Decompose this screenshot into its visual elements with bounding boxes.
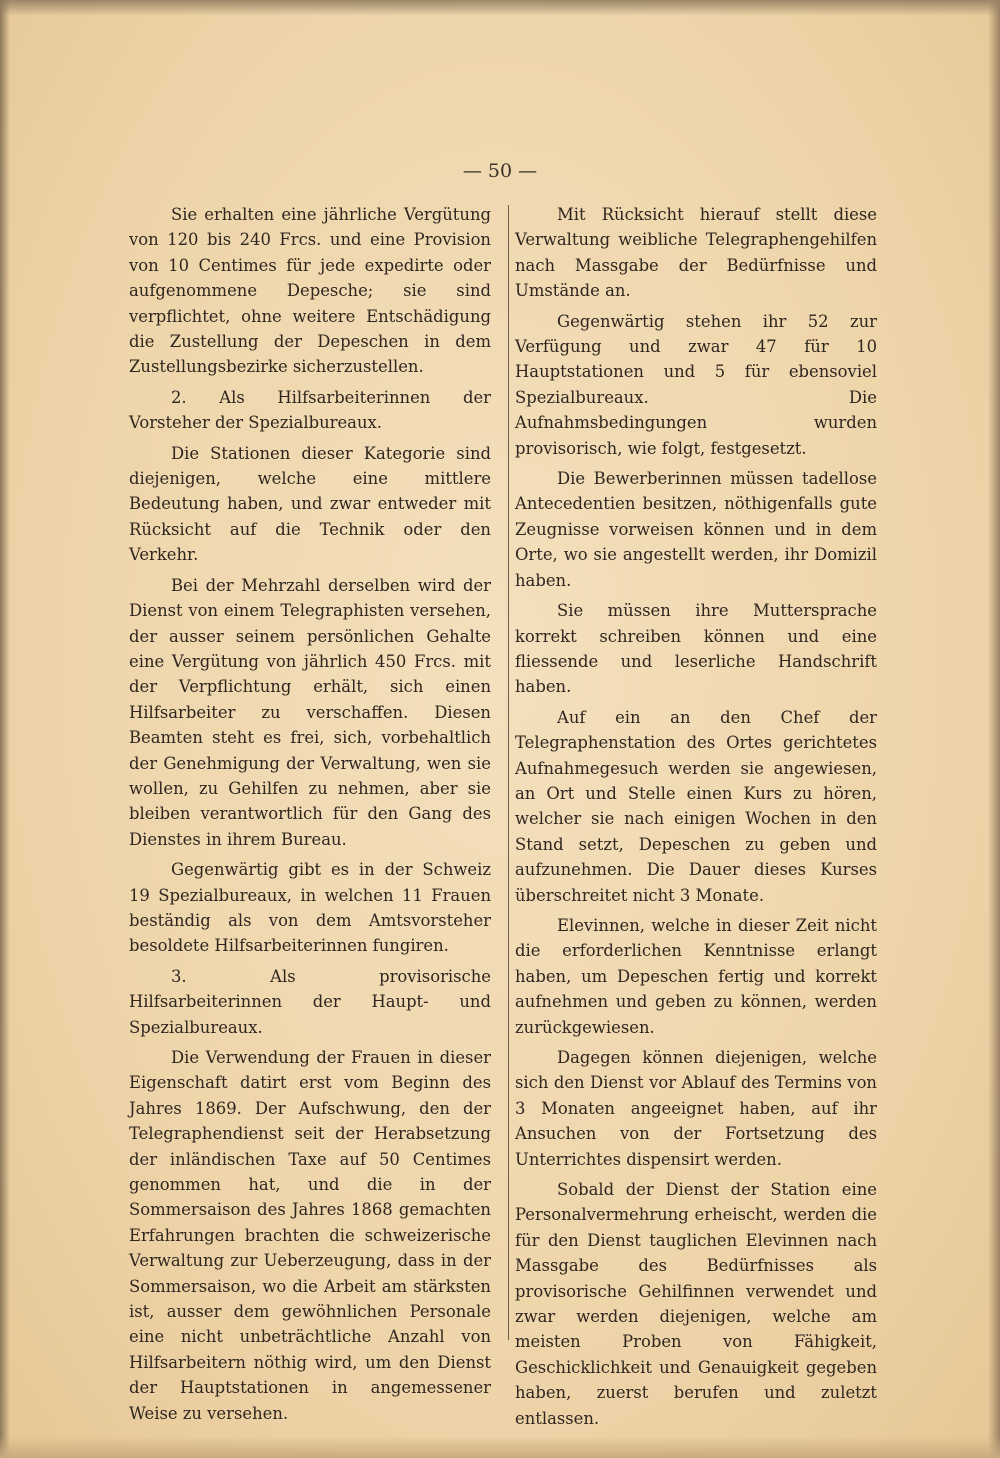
column-divider bbox=[508, 205, 509, 1340]
paragraph: 2. Als Hilfsarbeiterinnen der Vorsteher der Spezialbureaux. bbox=[129, 387, 491, 433]
page-edge-top bbox=[0, 0, 1000, 16]
page-edge-left bbox=[0, 0, 10, 1458]
paragraph: Gegenwärtig gibt es in der Schweiz 19 Spezialbureaux, in welchen 11 Frauen beständig als von dem Amtsvorsteher besoldete Hilfsarbeiterinnen fungiren. bbox=[129, 860, 491, 956]
paragraph: Die Bewerberinnen müssen tadellose Antecedentien besitzen, nöthigenfalls gute Zeugnisse vorweisen können und in dem Orte, wo sie angestellt werden, ihr Domizil haben. bbox=[515, 469, 877, 590]
paragraph: Die Verwendung der Frauen in dieser Eigenschaft datirt erst vom Beginn des Jahres 1869. Der Aufschwung, den der Telegraphendienst seit der Herabsetzung der inländischen Taxe auf 50 Centimes genommen hat, und die in der Sommersaison des Jahres 1868 gemachten Erfahrungen brachten die schweizerische Verwaltung zur Ueberzeugung, dass in der Sommersaison, wo die Arbeit am stärksten ist, ausser dem gewöhnlichen Personale eine nicht unbeträchtliche Anzahl von Hilfsarbeitern nöthig wird, um den Dienst der Hauptstationen in angemessener Weise zu versehen. bbox=[129, 1048, 491, 1423]
paragraph: 3. Als provisorische Hilfsarbeiterinnen der Haupt- und Spezialbureaux. bbox=[129, 966, 491, 1037]
paragraph: Mit Rücksicht hierauf stellt diese Verwaltung weibliche Telegraphengehilfen nach Massgabe der Bedürfnisse und Umstände an. bbox=[515, 205, 877, 301]
paragraph: Elevinnen, welche in dieser Zeit nicht die erforderlichen Kenntnisse erlangt haben, um Depeschen fertig und korrekt aufnehmen und geben zu können, werden zurückgewiesen. bbox=[515, 915, 877, 1037]
paragraph: Dagegen können diejenigen, welche sich den Dienst vor Ablauf des Termins von 3 Monaten angeeignet haben, auf ihr Ansuchen von der Fortsetzung des Unterrichtes dispensirt werden. bbox=[515, 1048, 877, 1169]
paragraph: Sobald der Dienst der Station eine Personalvermehrung erheischt, werden die für den Dienst tauglichen Elevinnen nach Massgabe des Bedürfnisses als provisorische Gehilfinnen verwendet und zwar werden diejenigen, welche am meisten Proben von Fähigkeit, Geschicklichkeit und Genauigkeit gegeben haben, zuerst berufen und zuletzt entlassen. bbox=[515, 1180, 877, 1428]
paragraph: Gegenwärtig stehen ihr 52 zur Verfügung und zwar 47 für 10 Hauptstationen und 5 für ebensoviel Spezialbureaux. Die Aufnahmsbedingungen wurden provisorisch, wie folgt, festgesetzt. bbox=[515, 311, 877, 458]
paragraph: Auf ein an den Chef der Telegraphenstation des Ortes gerichtetes Aufnahmegesuch werden sie angewiesen, an Ort und Stelle einen Kurs zu hören, welcher sie nach einigen Wochen in den Stand setzt, Depeschen zu geben und aufzunehmen. Die Dauer dieses Kurses überschreitet nicht 3 Monate. bbox=[515, 707, 877, 905]
page-edge-bottom bbox=[0, 1436, 1000, 1458]
paragraph: Sie erhalten eine jährliche Vergütung von 120 bis 240 Frcs. und eine Provision von 10 Centimes für jede expedirte oder aufgenommene Depesche; sie sind verpflichtet, ohne weitere Entschädigung die Zustellung der Depeschen in dem Zustellungsbezirke sicherzustellen. bbox=[129, 205, 491, 377]
left-column bbox=[129, 202, 491, 1431]
page-number: — 50 — bbox=[462, 160, 538, 182]
paragraph: Die Stationen dieser Kategorie sind diejenigen, welche eine mittlere Bedeutung haben, und zwar entweder mit Rücksicht auf die Technik oder den Verkehr. bbox=[129, 443, 491, 565]
page-edge-right bbox=[988, 0, 1000, 1458]
paragraph: Sie müssen ihre Muttersprache korrekt schreiben können und eine fliessende und leserliche Handschrift haben. bbox=[515, 601, 877, 697]
right-column bbox=[515, 202, 877, 1436]
paragraph: Bei der Mehrzahl derselben wird der Dienst von einem Telegraphisten versehen, der ausser seinem persönlichen Gehalte eine Vergütung von jährlich 450 Frcs. mit der Verpflichtung erhält, sich einen Hilfsarbeiter zu verschaffen. Diesen Beamten steht es frei, sich, vorbehaltlich der Genehmigung der Verwaltung, wen sie wollen, zu Gehilfen zu nehmen, aber sie bleiben verantwortlich für den Gang des Dienstes in ihrem Bureau. bbox=[129, 575, 491, 849]
